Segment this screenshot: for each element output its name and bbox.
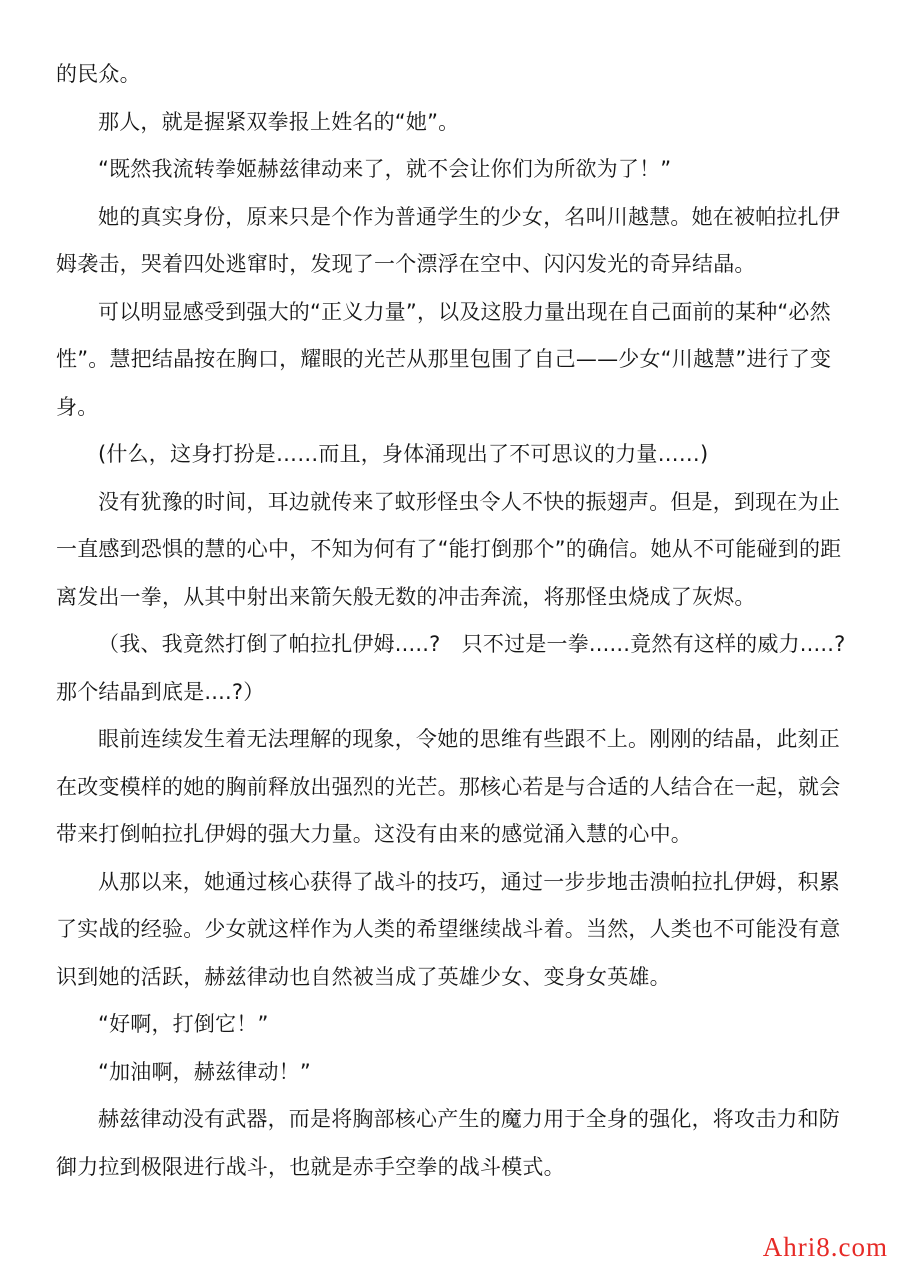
text-line: “加油啊，赫兹律动！” bbox=[98, 1059, 311, 1084]
text-line: (什么，这身打扮是……而且，身体涌现出了不可思议的力量……) bbox=[98, 442, 709, 466]
text-line: 在改变模样的她的胸前释放出强烈的光芒。那核心若是与合适的人结合在一起，就会 bbox=[56, 774, 841, 799]
text-line: 的民众。 bbox=[56, 62, 141, 86]
text-line: 识到她的活跃，赫兹律动也自然被当成了英雄少女、变身女英雄。 bbox=[56, 964, 671, 989]
text-line: “好啊，打倒它！” bbox=[98, 1012, 269, 1036]
text-line: 一直感到恐惧的慧的心中，不知为何有了“能打倒那个”的确信。她从不可能碰到的距 bbox=[56, 537, 842, 561]
text-line: （我、我竟然打倒了帕拉扎伊姆.....? 只不过是一拳......竟然有这样的威力.....? bbox=[98, 632, 846, 656]
text-line: 从那以来，她通过核心获得了战斗的技巧，通过一步步地击溃帕拉扎伊姆，积累 bbox=[98, 869, 840, 894]
text-line: 没有犹豫的时间，耳边就传来了蚊形怪虫令人不快的振翅声。但是，到现在为止 bbox=[98, 489, 840, 514]
text-line: 赫兹律动没有武器，而是将胸部核心产生的魔力用于全身的强化，将攻击力和防 bbox=[98, 1107, 840, 1131]
text-line: 离发出一拳，从其中射出来箭矢般无数的冲击奔流，将那怪虫烧成了灰烬。 bbox=[56, 584, 756, 609]
site-watermark: Ahri8.com bbox=[762, 1232, 888, 1262]
text-block bbox=[56, 51, 848, 1191]
text-line: 那人，就是握紧双拳报上姓名的“她”。 bbox=[98, 109, 460, 134]
text-line: 了实战的经验。少女就这样作为人类的希望继续战斗着。当然，人类也不可能没有意 bbox=[56, 917, 841, 941]
text-line: 可以明显感受到强大的“正义力量”，以及这股力量出现在自己面前的某种“必然 bbox=[98, 299, 831, 324]
text-line: 那个结晶到底是....?） bbox=[56, 679, 265, 704]
text-line: 带来打倒帕拉扎伊姆的强大力量。这没有由来的感觉涌入慧的心中。 bbox=[56, 822, 692, 846]
text-line: 性”。慧把结晶按在胸口，耀眼的光芒从那里包围了自己——少女“川越慧”进行了变 bbox=[56, 347, 832, 371]
text-line: 姆袭击，哭着四处逃窜时，发现了一个漂浮在空中、闪闪发光的奇异结晶。 bbox=[56, 252, 756, 276]
text-line: 身。 bbox=[56, 394, 99, 419]
text-line: 她的真实身份，原来只是个作为普通学生的少女，名叫川越慧。她在被帕拉扎伊 bbox=[98, 204, 840, 229]
text-line: 御力拉到极限进行战斗，也就是赤手空拳的战斗模式。 bbox=[56, 1154, 565, 1179]
text-line: 眼前连续发生着无法理解的现象，令她的思维有些跟不上。刚刚的结晶，此刻正 bbox=[98, 727, 840, 751]
text-line: “既然我流转拳姬赫兹律动来了，就不会让你们为所欲为了！” bbox=[98, 157, 672, 181]
